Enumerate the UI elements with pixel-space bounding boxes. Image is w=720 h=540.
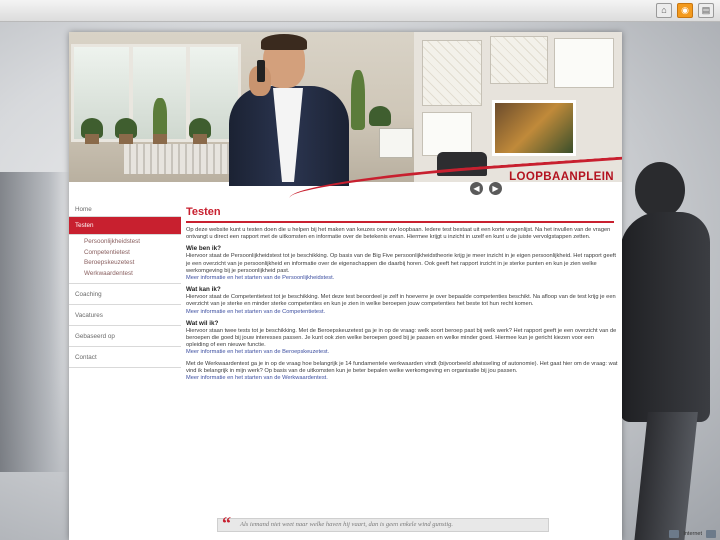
plan-sheet	[554, 38, 614, 88]
plan-sheet	[422, 112, 472, 156]
nav-item-gebaseerd-op[interactable]: Gebaseerd op	[69, 326, 181, 347]
nav-subitem-werkwaardentest[interactable]: Werkwaardentest	[84, 269, 133, 277]
nav-subitem-beroepskeuzetest[interactable]: Beroepskeuzetest	[84, 259, 135, 266]
section-wat-wil-ik	[186, 320, 618, 357]
previous-arrow-icon[interactable]: ◀	[470, 182, 483, 195]
section-heading: Wat kan ik?	[186, 286, 221, 294]
section-heading: Wat wil ik?	[186, 319, 219, 327]
section-wat-kan-ik	[186, 286, 618, 316]
photo-print	[492, 100, 576, 156]
toolbar-icons	[656, 3, 714, 18]
map-sheet	[422, 40, 482, 106]
main-content	[186, 206, 618, 386]
section-body: Hiervoor staat de Competentietest tot je beschikking. Met deze test beoordeel je zelf in hoeverre je over bepaalde competenties beschikt. Na afloop van de test krijg je een overzicht van je sterke en minder sterke competenties en kun je zien in welke beroepen jouw competenties het beste tot hun recht komen.	[186, 294, 616, 308]
nav-item-home[interactable]: Home	[69, 202, 181, 217]
page-title: Testen	[186, 206, 614, 223]
section-body: Hiervoor staan twee tests tot je beschikking. Met de Beroepskeuzetest ga je in op de vraag: welk soort beroep past bij welk werk? Het rapport geeft je een overzicht van de beroepen die goed bij jouw interesses passen. Je kunt ook zien welke beroepen goed bij je passen en welke minder goed. Hiermee kun je gericht kiezen voor een opleiding of een nieuwe functie.	[186, 327, 617, 349]
print-icon[interactable]: ▤	[698, 3, 714, 18]
document-stack	[379, 128, 413, 158]
intro-paragraph: Op deze website kunt u testen doen die u helpen bij het maken van keuzes over uw loopbaan. Iedere test bestaat uit een korte vragenlijst. Na het invullen van de vragen ontvangt u direct een rapport met de uitkomsten en informatie over de betekenis ervan. Hiermee krijgt u inzicht in uzelf en kunt u de juiste vervolgstappen zetten.	[186, 227, 611, 241]
nav-subitem-competentietest[interactable]: Competentietest	[84, 248, 130, 256]
home-icon[interactable]: ⌂	[656, 3, 672, 18]
next-arrow-icon[interactable]: ▶	[489, 182, 502, 195]
nav-item-coaching[interactable]: Coaching	[69, 284, 181, 305]
page-card	[69, 32, 622, 540]
network-icon	[669, 530, 679, 538]
beroepskeuzetest-link[interactable]: Meer informatie en het starten van de Beroepskeuzetest.	[186, 349, 330, 356]
plant	[369, 106, 391, 126]
map-sheet	[490, 36, 548, 84]
persoonlijkheidstest-link[interactable]: Meer informatie en het starten van de Persoonlijkheidstest.	[186, 275, 335, 282]
section-body: Met de Werkwaardentest ga je in op de vraag hoe belangrijk je 14 fundamentele werkwaarden vindt (bijvoorbeeld afwisseling of autonomie). Het gaat hier om de vraag: wat vind ik belangrijk in mijn werk? Op basis van de uitkomsten kun je beter bepalen welke werkomgeving en organisatie bij jou passen.	[186, 360, 618, 374]
background-walking-person	[610, 142, 720, 540]
zoom-icon[interactable]	[706, 530, 716, 538]
nav-subitem-persoonlijkheidstest[interactable]: Persoonlijkheidstest	[84, 238, 141, 245]
section-body: Hiervoor staat de Persoonlijkheidstest tot je beschikking. Op basis van de Big Five persoonlijkheidstheorie krijg je meer inzicht in je eigen persoonlijkheid. Het rapport geeft je een overzicht van je persoonlijkheid en informatie over de eigenschappen die daarbij horen. Ook geeft het rapport inzicht in je sterke punten en kun je zien welke werkomgeving bij je persoonlijkheid past.	[186, 253, 616, 274]
plant	[153, 98, 167, 138]
man-on-phone	[229, 36, 349, 182]
brand-logo: LOOPBAANPLEIN	[509, 171, 614, 183]
left-navigation	[69, 202, 181, 368]
radiator	[124, 144, 234, 174]
plant	[351, 70, 365, 130]
background-blur	[0, 172, 70, 472]
quote-mark-icon: “	[222, 513, 231, 533]
werkwaardentest-link[interactable]: Meer informatie en het starten van de Werkwaardentest.	[186, 375, 328, 382]
section-wie-ben-ik	[186, 245, 618, 282]
section-werkwaarden	[186, 361, 618, 383]
nav-item-vacatures[interactable]: Vacatures	[69, 305, 181, 326]
status-label: Internet	[683, 531, 702, 537]
nav-subgroup-testen	[69, 235, 181, 284]
section-heading: Wie ben ik?	[186, 245, 221, 253]
quote-text: Als iemand niet weet naar welke haven hij vaart, dan is geen enkele wind gunstig.	[240, 521, 454, 528]
header-navigation	[470, 182, 502, 195]
nav-item-contact[interactable]: Contact	[69, 347, 181, 368]
browser-toolbar	[0, 0, 720, 22]
quote-banner	[217, 513, 549, 533]
header-photo	[69, 32, 622, 182]
rss-icon[interactable]: ◉	[677, 3, 693, 18]
competentietest-link[interactable]: Meer informatie en het starten van de Competentietest.	[186, 308, 326, 315]
nav-item-testen[interactable]: Testen	[69, 217, 181, 235]
status-tray	[669, 530, 716, 538]
